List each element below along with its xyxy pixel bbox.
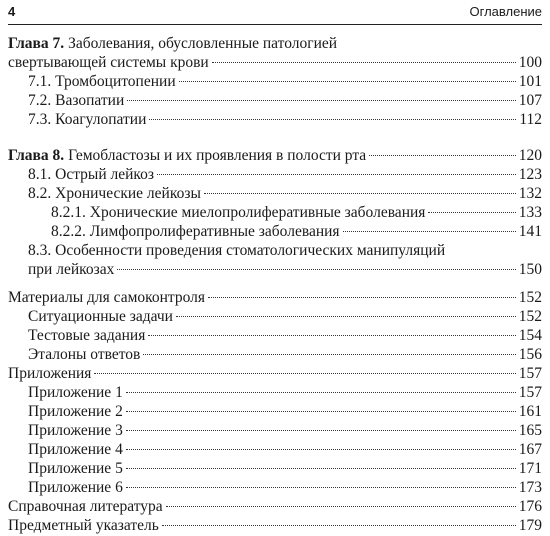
dot-leader [179, 81, 516, 82]
toc-entry-text: 7.3. Коагулопатии [28, 111, 147, 128]
toc-entry[interactable] [8, 72, 542, 92]
toc-page-number: 171 [518, 460, 542, 477]
toc-entry-title [28, 478, 123, 498]
toc-entry-title [28, 402, 123, 422]
toc-entry-title [8, 516, 159, 536]
toc-entry-title [51, 203, 425, 223]
toc-entry-text: 7.1. Тромбоцитопении [28, 73, 176, 90]
toc-entry[interactable] [8, 288, 542, 308]
dot-leader [94, 373, 515, 374]
dot-leader [149, 119, 516, 120]
toc-entry-title [28, 326, 145, 346]
toc-entry[interactable] [8, 307, 542, 327]
chapter-label: Глава 7. [8, 35, 65, 52]
page-number: 4 [8, 4, 16, 19]
toc-entry[interactable] [8, 383, 542, 403]
toc-entry[interactable] [8, 402, 542, 422]
dot-leader [369, 155, 516, 156]
toc-entry[interactable] [8, 184, 542, 204]
toc-entry-title [28, 421, 123, 441]
toc-entry-text: 8.2.2. Лимфопролиферативные заболевания [51, 223, 340, 240]
toc-entry-text: Предметный указатель [8, 517, 159, 534]
toc-entry[interactable] [8, 260, 542, 280]
toc-page-number: 132 [518, 185, 542, 202]
toc-entry-text: Приложения [8, 365, 92, 382]
toc-page-number: 154 [518, 327, 542, 344]
toc-entry-text: Ситуационные задачи [28, 308, 173, 325]
toc-page-number: 152 [518, 308, 542, 325]
toc-page-number: 101 [518, 73, 542, 90]
dot-leader [126, 392, 516, 393]
toc-entry-text: 7.2. Вазопатии [28, 92, 125, 109]
dot-leader [148, 335, 515, 336]
toc-entry-title [28, 307, 173, 327]
toc-entry-title [28, 383, 123, 403]
dot-leader [204, 193, 516, 194]
toc-entry-title [8, 146, 366, 166]
toc-entry-title [28, 241, 445, 261]
toc-entry[interactable] [8, 364, 542, 384]
toc-page-number: 152 [518, 289, 542, 306]
toc-entry-title [28, 91, 124, 111]
dot-leader [126, 430, 516, 431]
toc-page-number: 120 [518, 147, 542, 164]
toc-entry-text: 8.1. Острый лейкоз [28, 166, 155, 183]
dot-leader [126, 487, 516, 488]
dot-leader [126, 468, 516, 469]
toc-entry-text: Приложение 5 [28, 460, 123, 477]
toc-entry-text: свертывающей системы крови [8, 54, 209, 71]
toc-entry-text: Эталоны ответов [28, 346, 141, 363]
toc-entry-text: 8.2. Хронические лейкозы [28, 185, 201, 202]
toc-entry[interactable] [8, 345, 542, 365]
toc-entry-text: Приложение 4 [28, 441, 123, 458]
toc-page-number: 165 [518, 422, 542, 439]
toc-entry-title [28, 459, 123, 479]
toc-entry[interactable] [8, 478, 542, 498]
dot-leader [126, 411, 516, 412]
dot-leader [127, 100, 515, 101]
dot-leader [208, 297, 516, 298]
toc-entry[interactable] [8, 91, 542, 111]
toc-entry-text: 8.2.1. Хронические миелопролиферативные заболевания [51, 204, 426, 221]
toc-entry-title [8, 364, 91, 384]
toc-entry-title [51, 222, 340, 242]
dot-leader [343, 231, 516, 232]
toc-page-number: 157 [518, 384, 542, 401]
toc-entry-title [8, 497, 163, 517]
toc-entry[interactable] [8, 421, 542, 441]
toc-entry-title [28, 345, 140, 365]
toc-entry-title [28, 72, 176, 92]
toc-entry-title [28, 184, 201, 204]
toc-entry[interactable] [8, 516, 542, 536]
toc-entry-text: Приложение 3 [28, 422, 123, 439]
toc-page-number: 167 [518, 441, 542, 458]
toc-page-number: 112 [519, 111, 542, 128]
dot-leader [166, 506, 516, 507]
dot-leader [143, 354, 515, 355]
toc-page-number: 179 [518, 517, 542, 534]
toc-entry[interactable] [8, 440, 542, 460]
toc-entry-text: Тестовые задания [28, 327, 146, 344]
toc-entry-text: Приложение 2 [28, 403, 123, 420]
toc-entry-text: Справочная литература [8, 498, 163, 515]
toc-page-number: 156 [518, 346, 542, 363]
dot-leader [212, 62, 516, 63]
toc-entry[interactable] [8, 497, 542, 517]
chapter-label: Глава 8. [8, 147, 65, 164]
dot-leader [428, 212, 515, 213]
toc-entry-text: Приложение 1 [28, 384, 123, 401]
toc-page-number: 133 [518, 204, 542, 221]
page-header [8, 2, 542, 25]
toc-page-number: 157 [518, 365, 542, 382]
toc-page-number: 150 [518, 261, 542, 278]
dot-leader [162, 525, 516, 526]
dot-leader [117, 269, 515, 270]
toc-entry-title [28, 260, 114, 280]
toc-page-number: 173 [518, 479, 542, 496]
dot-leader [157, 174, 516, 175]
toc-page-number: 100 [518, 54, 542, 71]
toc-entry-text: при лейкозах [28, 261, 115, 278]
toc-entry[interactable] [8, 326, 542, 346]
toc-entry-text: Заболевания, обусловленные патологией [64, 35, 338, 52]
toc-entry-title [8, 53, 209, 73]
toc-entry-title [8, 34, 337, 54]
toc-entry[interactable] [8, 165, 542, 185]
dot-leader [176, 316, 516, 317]
running-title: Оглавление [469, 4, 542, 19]
toc-entry-text: 8.3. Особенности проведения стоматологических манипуляций [28, 242, 446, 259]
toc-entry[interactable] [8, 241, 542, 261]
toc-entry-title [28, 440, 123, 460]
toc-entry[interactable] [8, 459, 542, 479]
toc-page-number: 141 [518, 223, 542, 240]
toc-page-number: 176 [518, 498, 542, 515]
toc-entry[interactable] [8, 53, 542, 73]
toc-entry-text: Приложение 6 [28, 479, 123, 496]
toc-entry[interactable] [8, 146, 542, 166]
toc-page-number: 123 [518, 166, 542, 183]
toc-entry[interactable] [8, 222, 542, 242]
toc-entry-title [28, 110, 146, 130]
toc-entry[interactable] [8, 203, 542, 223]
toc-entry-text: Материалы для самоконтроля [8, 289, 206, 306]
toc-entry[interactable] [8, 110, 542, 130]
toc-entry-title [28, 165, 154, 185]
toc-entry[interactable] [8, 34, 542, 54]
toc-entry-title [8, 288, 205, 308]
dot-leader [126, 449, 516, 450]
toc-entry-text: Гемобластозы и их проявления в полости рта [64, 147, 367, 164]
toc-page-number: 161 [518, 403, 542, 420]
toc-page-number: 107 [518, 92, 542, 109]
